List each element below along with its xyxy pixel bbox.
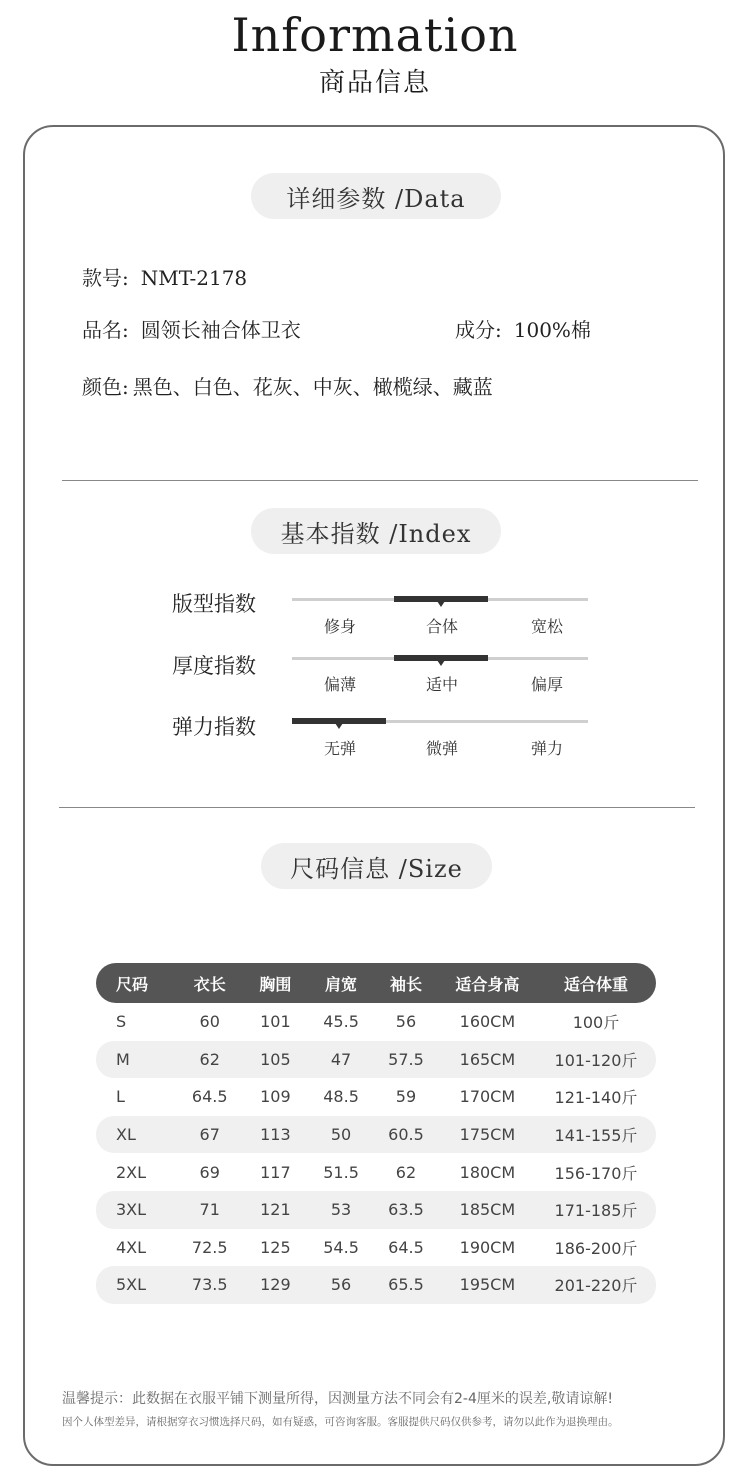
table-cell: 48.5 xyxy=(323,1087,359,1107)
fit-index-indicator xyxy=(394,596,488,602)
table-cell: 201-220斤 xyxy=(536,1266,656,1304)
table-cell: 170CM xyxy=(459,1087,516,1107)
table-cell: 190CM xyxy=(459,1237,516,1257)
size-section-heading: 尺码信息 /Size xyxy=(261,843,492,889)
table-cell: 109 xyxy=(260,1087,291,1107)
table-cell: 71 xyxy=(178,1191,242,1229)
table-cell: 175CM xyxy=(439,1116,536,1154)
size-table xyxy=(96,963,656,1304)
table-cell: 156-170斤 xyxy=(554,1163,638,1183)
table-cell: 56 xyxy=(309,1266,373,1304)
column-header: 肩宽 xyxy=(309,963,373,1003)
product-name-value: 圆领长袖合体卫衣 xyxy=(140,318,301,342)
fit-option-regular: 合体 xyxy=(425,617,458,636)
thickness-index-track xyxy=(292,657,588,660)
table-cell: 3XL xyxy=(96,1191,178,1229)
style-no-row xyxy=(82,262,247,291)
thickness-option-thin: 偏薄 xyxy=(323,675,356,694)
table-cell: 73.5 xyxy=(178,1266,242,1304)
measurement-note: 温馨提示：此数据在衣服平铺下测量所得，因测量方法不同会有2-4厘米的误差,敬请谅解! xyxy=(62,1391,613,1407)
material-row xyxy=(455,314,591,343)
table-cell: 62 xyxy=(395,1162,417,1182)
thickness-option-thick: 偏厚 xyxy=(530,675,563,694)
fit-option-loose: 宽松 xyxy=(530,617,563,636)
stretch-index-track xyxy=(292,720,588,723)
table-cell: 121-140斤 xyxy=(554,1088,638,1108)
size-table-header xyxy=(96,963,656,1003)
table-cell: 60 xyxy=(199,1012,220,1032)
data-section-heading: 详细参数 /Data xyxy=(251,173,501,219)
table-cell: 64.5 xyxy=(388,1237,424,1257)
column-header: 适合体重 xyxy=(536,963,656,1003)
table-row xyxy=(96,1116,656,1154)
colors-label: 颜色: xyxy=(82,375,129,399)
table-cell: 4XL xyxy=(116,1237,147,1257)
table-cell: 69 xyxy=(199,1162,220,1182)
table-cell: 59 xyxy=(395,1087,417,1107)
material-label: 成分: xyxy=(455,318,502,342)
sizing-disclaimer: 因个人体型差异，请根据穿衣习惯选择尺码，如有疑惑，可咨询客服。客服提供尺码仅供参考，请勿以此作为退换理由。 xyxy=(62,1416,619,1428)
table-row xyxy=(96,1266,656,1304)
product-name-label: 品名: xyxy=(82,318,129,342)
table-cell: 2XL xyxy=(116,1162,147,1182)
table-cell: 72.5 xyxy=(191,1237,228,1257)
stretch-index-marker xyxy=(335,723,343,729)
table-cell: 160CM xyxy=(459,1012,516,1032)
table-cell: 100斤 xyxy=(572,1013,620,1033)
table-cell: 121 xyxy=(242,1191,309,1229)
table-row xyxy=(96,1003,656,1041)
column-header: 胸围 xyxy=(242,963,309,1003)
table-cell: 51.5 xyxy=(323,1162,359,1182)
style-no-label: 款号: xyxy=(82,266,129,290)
table-row xyxy=(96,1229,656,1267)
table-row xyxy=(96,1078,656,1116)
column-header: 尺码 xyxy=(96,963,178,1003)
table-cell: 5XL xyxy=(96,1266,178,1304)
thickness-index-indicator xyxy=(394,655,488,661)
table-cell: 50 xyxy=(309,1116,373,1154)
table-cell: 45.5 xyxy=(323,1012,359,1032)
table-cell: 165CM xyxy=(439,1041,536,1079)
thickness-index-marker xyxy=(437,660,445,666)
page-title: Information xyxy=(231,8,519,62)
fit-index-track xyxy=(292,598,588,601)
table-cell: 186-200斤 xyxy=(554,1238,638,1258)
table-cell: 47 xyxy=(309,1041,373,1079)
stretch-option-none: 无弹 xyxy=(323,739,356,758)
divider xyxy=(59,807,695,808)
table-row xyxy=(96,1041,656,1079)
fit-index-label: 版型指数 xyxy=(172,592,256,616)
table-cell: 129 xyxy=(242,1266,309,1304)
table-cell: 117 xyxy=(260,1162,291,1182)
index-section-heading: 基本指数 /Index xyxy=(251,508,501,554)
table-cell: 113 xyxy=(242,1116,309,1154)
fit-index-marker xyxy=(437,601,445,607)
colors-row xyxy=(82,371,493,400)
colors-value: 黑色、白色、花灰、中灰、橄榄绿、藏蓝 xyxy=(132,375,493,399)
divider xyxy=(62,480,698,481)
table-cell: 53 xyxy=(309,1191,373,1229)
table-cell: M xyxy=(96,1041,178,1079)
table-cell: L xyxy=(116,1087,125,1107)
column-header: 适合身高 xyxy=(439,963,536,1003)
table-cell: 195CM xyxy=(439,1266,536,1304)
stretch-index-indicator xyxy=(292,718,386,724)
table-cell: 64.5 xyxy=(191,1087,228,1107)
stretch-index-label: 弹力指数 xyxy=(172,715,256,739)
table-cell: S xyxy=(116,1012,127,1032)
fit-option-slim: 修身 xyxy=(323,617,356,636)
table-cell: 101-120斤 xyxy=(536,1041,656,1079)
style-no-value: NMT-2178 xyxy=(140,266,248,290)
table-cell: 54.5 xyxy=(323,1237,359,1257)
stretch-option-stretch: 弹力 xyxy=(530,739,563,758)
table-cell: 62 xyxy=(178,1041,242,1079)
table-cell: 171-185斤 xyxy=(536,1191,656,1229)
table-cell: 125 xyxy=(260,1237,291,1257)
table-cell: 180CM xyxy=(459,1162,516,1182)
thickness-option-medium: 适中 xyxy=(425,675,458,694)
table-cell: XL xyxy=(96,1116,178,1154)
table-cell: 65.5 xyxy=(373,1266,439,1304)
thickness-index-label: 厚度指数 xyxy=(172,654,256,678)
column-header: 袖长 xyxy=(373,963,439,1003)
table-cell: 101 xyxy=(260,1012,291,1032)
page-subtitle: 商品信息 xyxy=(318,68,431,98)
stretch-option-slight: 微弹 xyxy=(425,739,458,758)
table-cell: 185CM xyxy=(439,1191,536,1229)
column-header: 衣长 xyxy=(178,963,242,1003)
material-value: 100%棉 xyxy=(513,318,591,342)
table-row xyxy=(96,1191,656,1229)
product-name-row xyxy=(82,314,301,343)
table-cell: 56 xyxy=(395,1012,417,1032)
table-cell: 57.5 xyxy=(373,1041,439,1079)
table-row xyxy=(96,1153,656,1191)
table-cell: 63.5 xyxy=(373,1191,439,1229)
table-cell: 60.5 xyxy=(373,1116,439,1154)
table-cell: 141-155斤 xyxy=(536,1116,656,1154)
table-cell: 105 xyxy=(242,1041,309,1079)
table-cell: 67 xyxy=(178,1116,242,1154)
